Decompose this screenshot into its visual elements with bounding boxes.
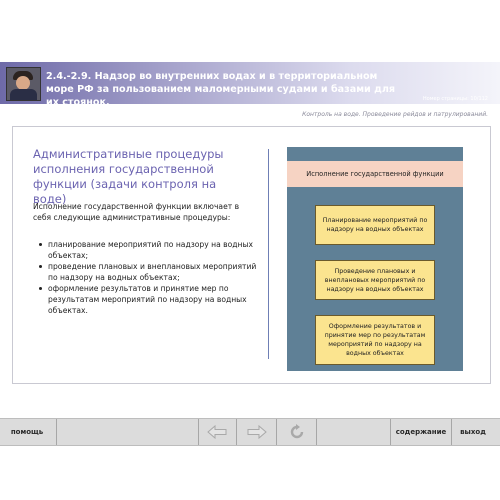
list-item: планирование мероприятий по надзору на водных объектах; (33, 239, 258, 261)
toolbar-separator (451, 419, 452, 445)
diagram-box-planning: Планирование мероприятий по надзору на водных объектах (315, 205, 435, 245)
arrow-left-icon (206, 424, 228, 440)
section-title: Административные процедуры исполнения государственной функции (задачи контроля на воде) (33, 147, 224, 206)
diagram-box-results: Оформление результатов и принятие мер по результатам мероприятий по надзору на водных объектах (315, 315, 435, 365)
toolbar-separator (236, 419, 237, 445)
page-counter: Номер страницы: 10/112 (422, 96, 488, 102)
toolbar-separator (390, 419, 391, 445)
list-item: оформление результатов и принятие мер по результатам мероприятий по надзору на водных объектах. (33, 283, 258, 316)
bottom-toolbar (0, 418, 500, 446)
arrow-right-icon (246, 424, 268, 440)
diagram-box-conducting: Проведение плановых и внеплановых мероприятий по надзору на водных объектах (315, 260, 435, 300)
exit-button[interactable]: выход (460, 428, 486, 436)
content-panel (12, 126, 491, 384)
list-item: проведение плановых и внеплановых мероприятий по надзору на водных объектах; (33, 261, 258, 283)
toolbar-separator (56, 419, 57, 445)
toolbar-separator (276, 419, 277, 445)
inspector-avatar (6, 67, 41, 101)
contents-button[interactable]: содержание (395, 428, 447, 436)
intro-text: Исполнение государственной функции включает в себя следующие административные процедуры: (33, 202, 240, 222)
refresh-icon (288, 423, 306, 441)
procedure-list (33, 239, 258, 316)
help-button[interactable]: помощь (10, 428, 44, 436)
diagram-header: Исполнение государственной функции (287, 161, 463, 187)
function-diagram (287, 147, 463, 371)
vertical-divider (268, 149, 269, 359)
topic-subtitle: Контроль на воде. Проведение рейдов и патрулирований. (302, 111, 488, 118)
page-title: 2.4.-2.9. Надзор во внутренних водах и в территориальном море РФ за пользованием маломерными судами и базами для их стоянок. (46, 71, 396, 108)
toolbar-separator (198, 419, 199, 445)
toolbar-separator (316, 419, 317, 445)
forward-button[interactable] (240, 419, 274, 445)
reload-button[interactable] (280, 419, 314, 445)
back-button[interactable] (200, 419, 234, 445)
